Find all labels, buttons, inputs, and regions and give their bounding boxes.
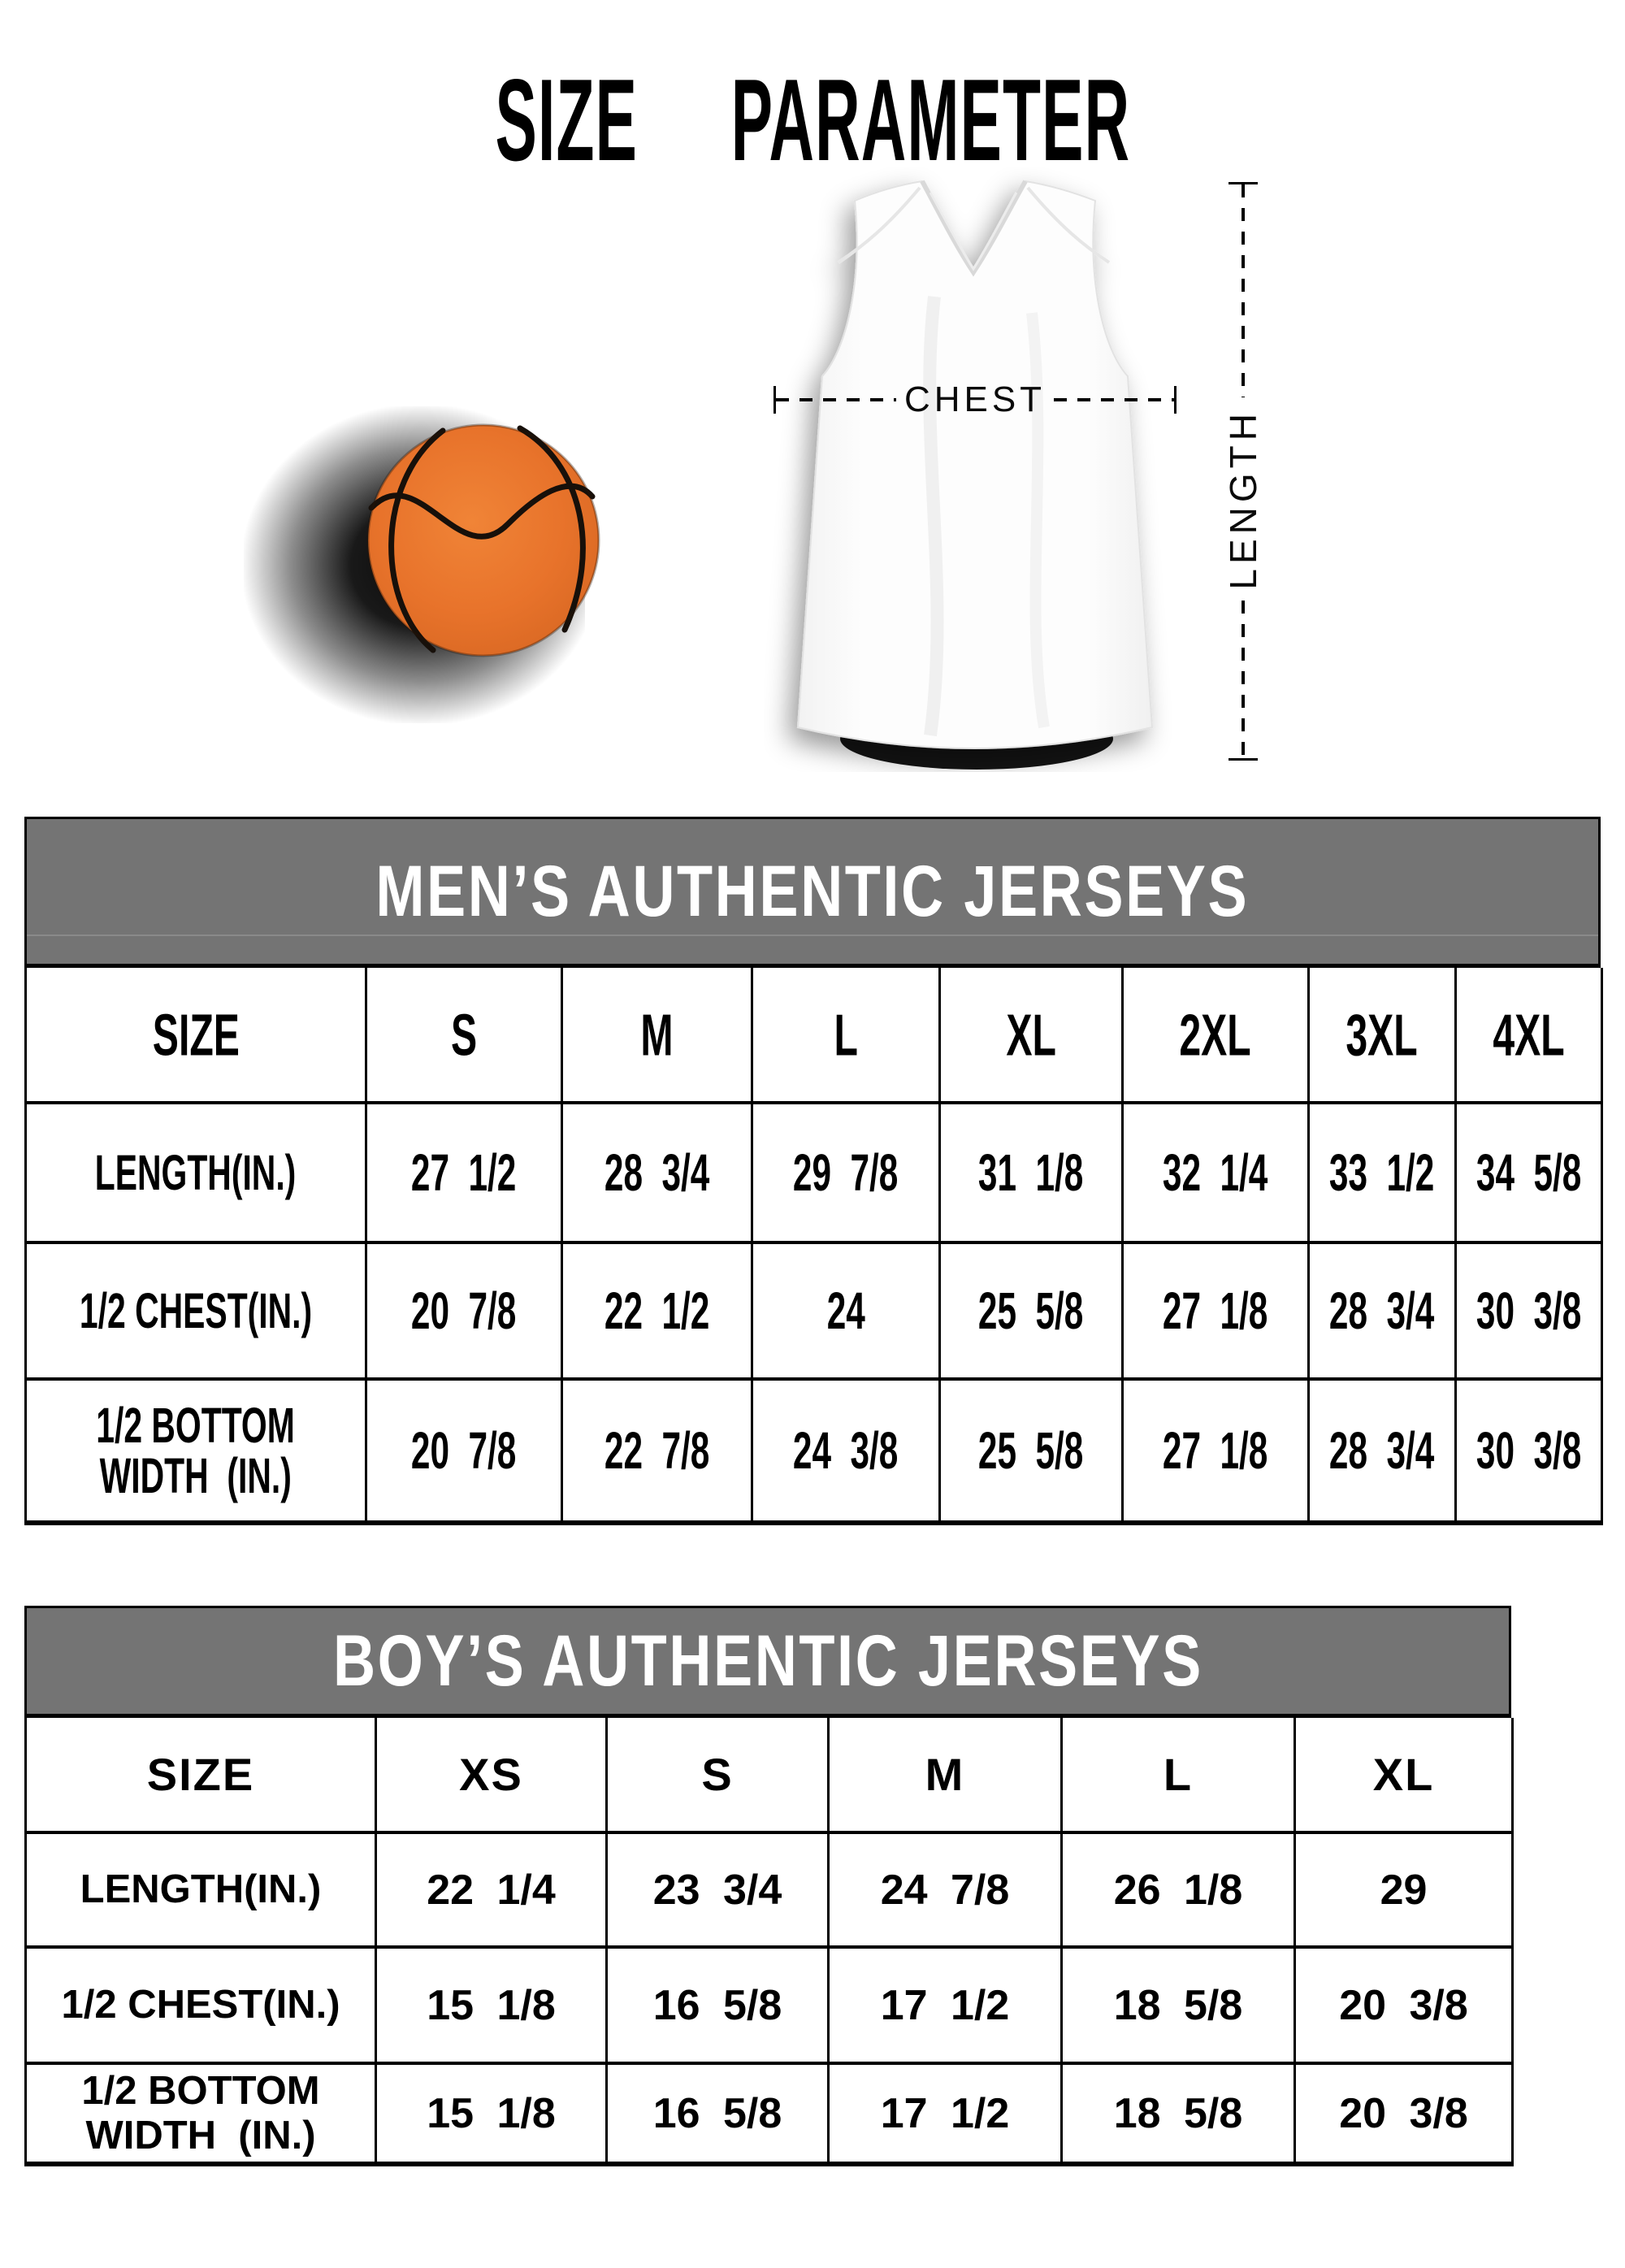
cell-value: 22 7/8 [604,1421,710,1480]
cell-value: 22 1/2 [604,1281,710,1340]
length-dash-top [1242,184,1245,397]
length-measure-line [1224,182,1263,761]
cell-value: 24 3/8 [793,1421,899,1480]
boys-bottom-width-row [26,2063,1513,2164]
cell-value: 15 1/8 [427,1981,556,2029]
mens-table-title: MEN’S AUTHENTIC JERSEYS [375,850,1250,932]
page-title [0,54,1625,186]
row-label: 1/2 BOTTOM WIDTH (IN.) [81,2068,320,2157]
boys-length-row [26,1832,1513,1947]
mens-col-header-l: L [834,1001,858,1068]
basketball-icon [313,386,638,711]
row-label: 1/2 CHEST(IN.) [61,1983,340,2027]
boys-col-header-l: L [1163,1749,1194,1800]
row-label: LENGTH(IN.) [80,1867,322,1912]
cell-value: 18 5/8 [1113,2089,1243,2137]
cell-value: 33 1/2 [1329,1143,1435,1202]
chest-right-tick [1174,386,1176,414]
chest-dash-right [1054,398,1174,401]
cell-value: 16 5/8 [652,1981,782,2029]
cell-value: 27 1/2 [411,1143,517,1202]
cell-value: 30 3/8 [1476,1421,1582,1480]
cell-value: 15 1/8 [427,2089,556,2137]
cell-value: 29 [1380,1866,1428,1914]
cell-value: 18 5/8 [1113,1981,1243,2029]
boys-size-table [24,1606,1511,2166]
mens-bottom-width-row [26,1379,1602,1523]
boys-table-header [24,1606,1511,1718]
row-label: 1/2 CHEST(IN.) [79,1282,313,1339]
cell-value: 20 3/8 [1339,2089,1468,2137]
cell-value: 17 1/2 [880,1981,1010,2029]
cell-value: 24 [826,1281,865,1340]
boys-chest-row [26,1947,1513,2063]
cell-value: 29 7/8 [793,1143,899,1202]
cell-value: 27 1/8 [1163,1281,1268,1340]
cell-value: 23 3/4 [652,1866,782,1914]
cell-value: 34 5/8 [1476,1143,1582,1202]
jersey-illustration [764,167,1186,772]
mens-col-header-3xl: 3XL [1346,1001,1419,1068]
cell-value: 20 7/8 [411,1421,517,1480]
boys-table-title: BOY’S AUTHENTIC JERSEYS [332,1620,1203,1702]
length-bottom-tick [1228,758,1258,761]
chest-dash-left [776,398,896,401]
mens-col-header-4xl: 4XL [1493,1001,1565,1068]
boys-size-header-cell: SIZE [146,1749,255,1800]
cell-value: 25 5/8 [978,1421,1084,1480]
length-dash-bottom [1242,601,1245,758]
mens-length-row [26,1103,1602,1242]
mens-col-header-2xl: 2XL [1179,1001,1252,1068]
cell-value: 16 5/8 [652,2089,782,2137]
cell-value: 31 1/8 [978,1143,1084,1202]
row-label: LENGTH(IN.) [95,1144,297,1201]
chest-label: CHEST [904,379,1046,419]
cell-value: 24 7/8 [880,1866,1010,1914]
row-label: 1/2 BOTTOM WIDTH (IN.) [96,1397,296,1504]
header-highlight-line [27,935,1598,936]
cell-value: 28 3/4 [1329,1281,1435,1340]
mens-size-grid [24,968,1603,1525]
cell-value: 28 3/4 [604,1143,710,1202]
boys-size-row [26,1718,1513,1832]
cell-value: 32 1/4 [1163,1143,1268,1202]
mens-size-row [26,968,1602,1103]
mens-col-header-xl: XL [1006,1001,1056,1068]
chest-measure-line [774,380,1176,419]
cell-value: 30 3/8 [1476,1281,1582,1340]
mens-col-header-s: S [450,1001,478,1068]
mens-table-header [24,817,1601,968]
cell-value: 25 5/8 [978,1281,1084,1340]
mens-size-table [24,817,1601,1525]
cell-value: 27 1/8 [1163,1421,1268,1480]
mens-chest-row [26,1242,1602,1379]
boys-col-header-xs: XS [459,1749,523,1800]
cell-value: 17 1/2 [880,2089,1010,2137]
boys-size-grid [24,1718,1514,2166]
cell-value: 26 1/8 [1113,1866,1243,1914]
boys-col-header-m: M [925,1749,965,1800]
boys-col-header-xl: XL [1372,1749,1435,1800]
cell-value: 22 1/4 [427,1866,556,1914]
cell-value: 20 7/8 [411,1281,517,1340]
cell-value: 28 3/4 [1329,1421,1435,1480]
mens-col-header-m: M [640,1001,674,1068]
cell-value: 20 3/8 [1339,1981,1468,2029]
length-label: LENGTH [1222,408,1264,590]
mens-size-header-cell: SIZE [152,1001,240,1068]
boys-col-header-s: S [701,1749,734,1800]
page-title-text: SIZE PARAMETER [495,55,1130,186]
